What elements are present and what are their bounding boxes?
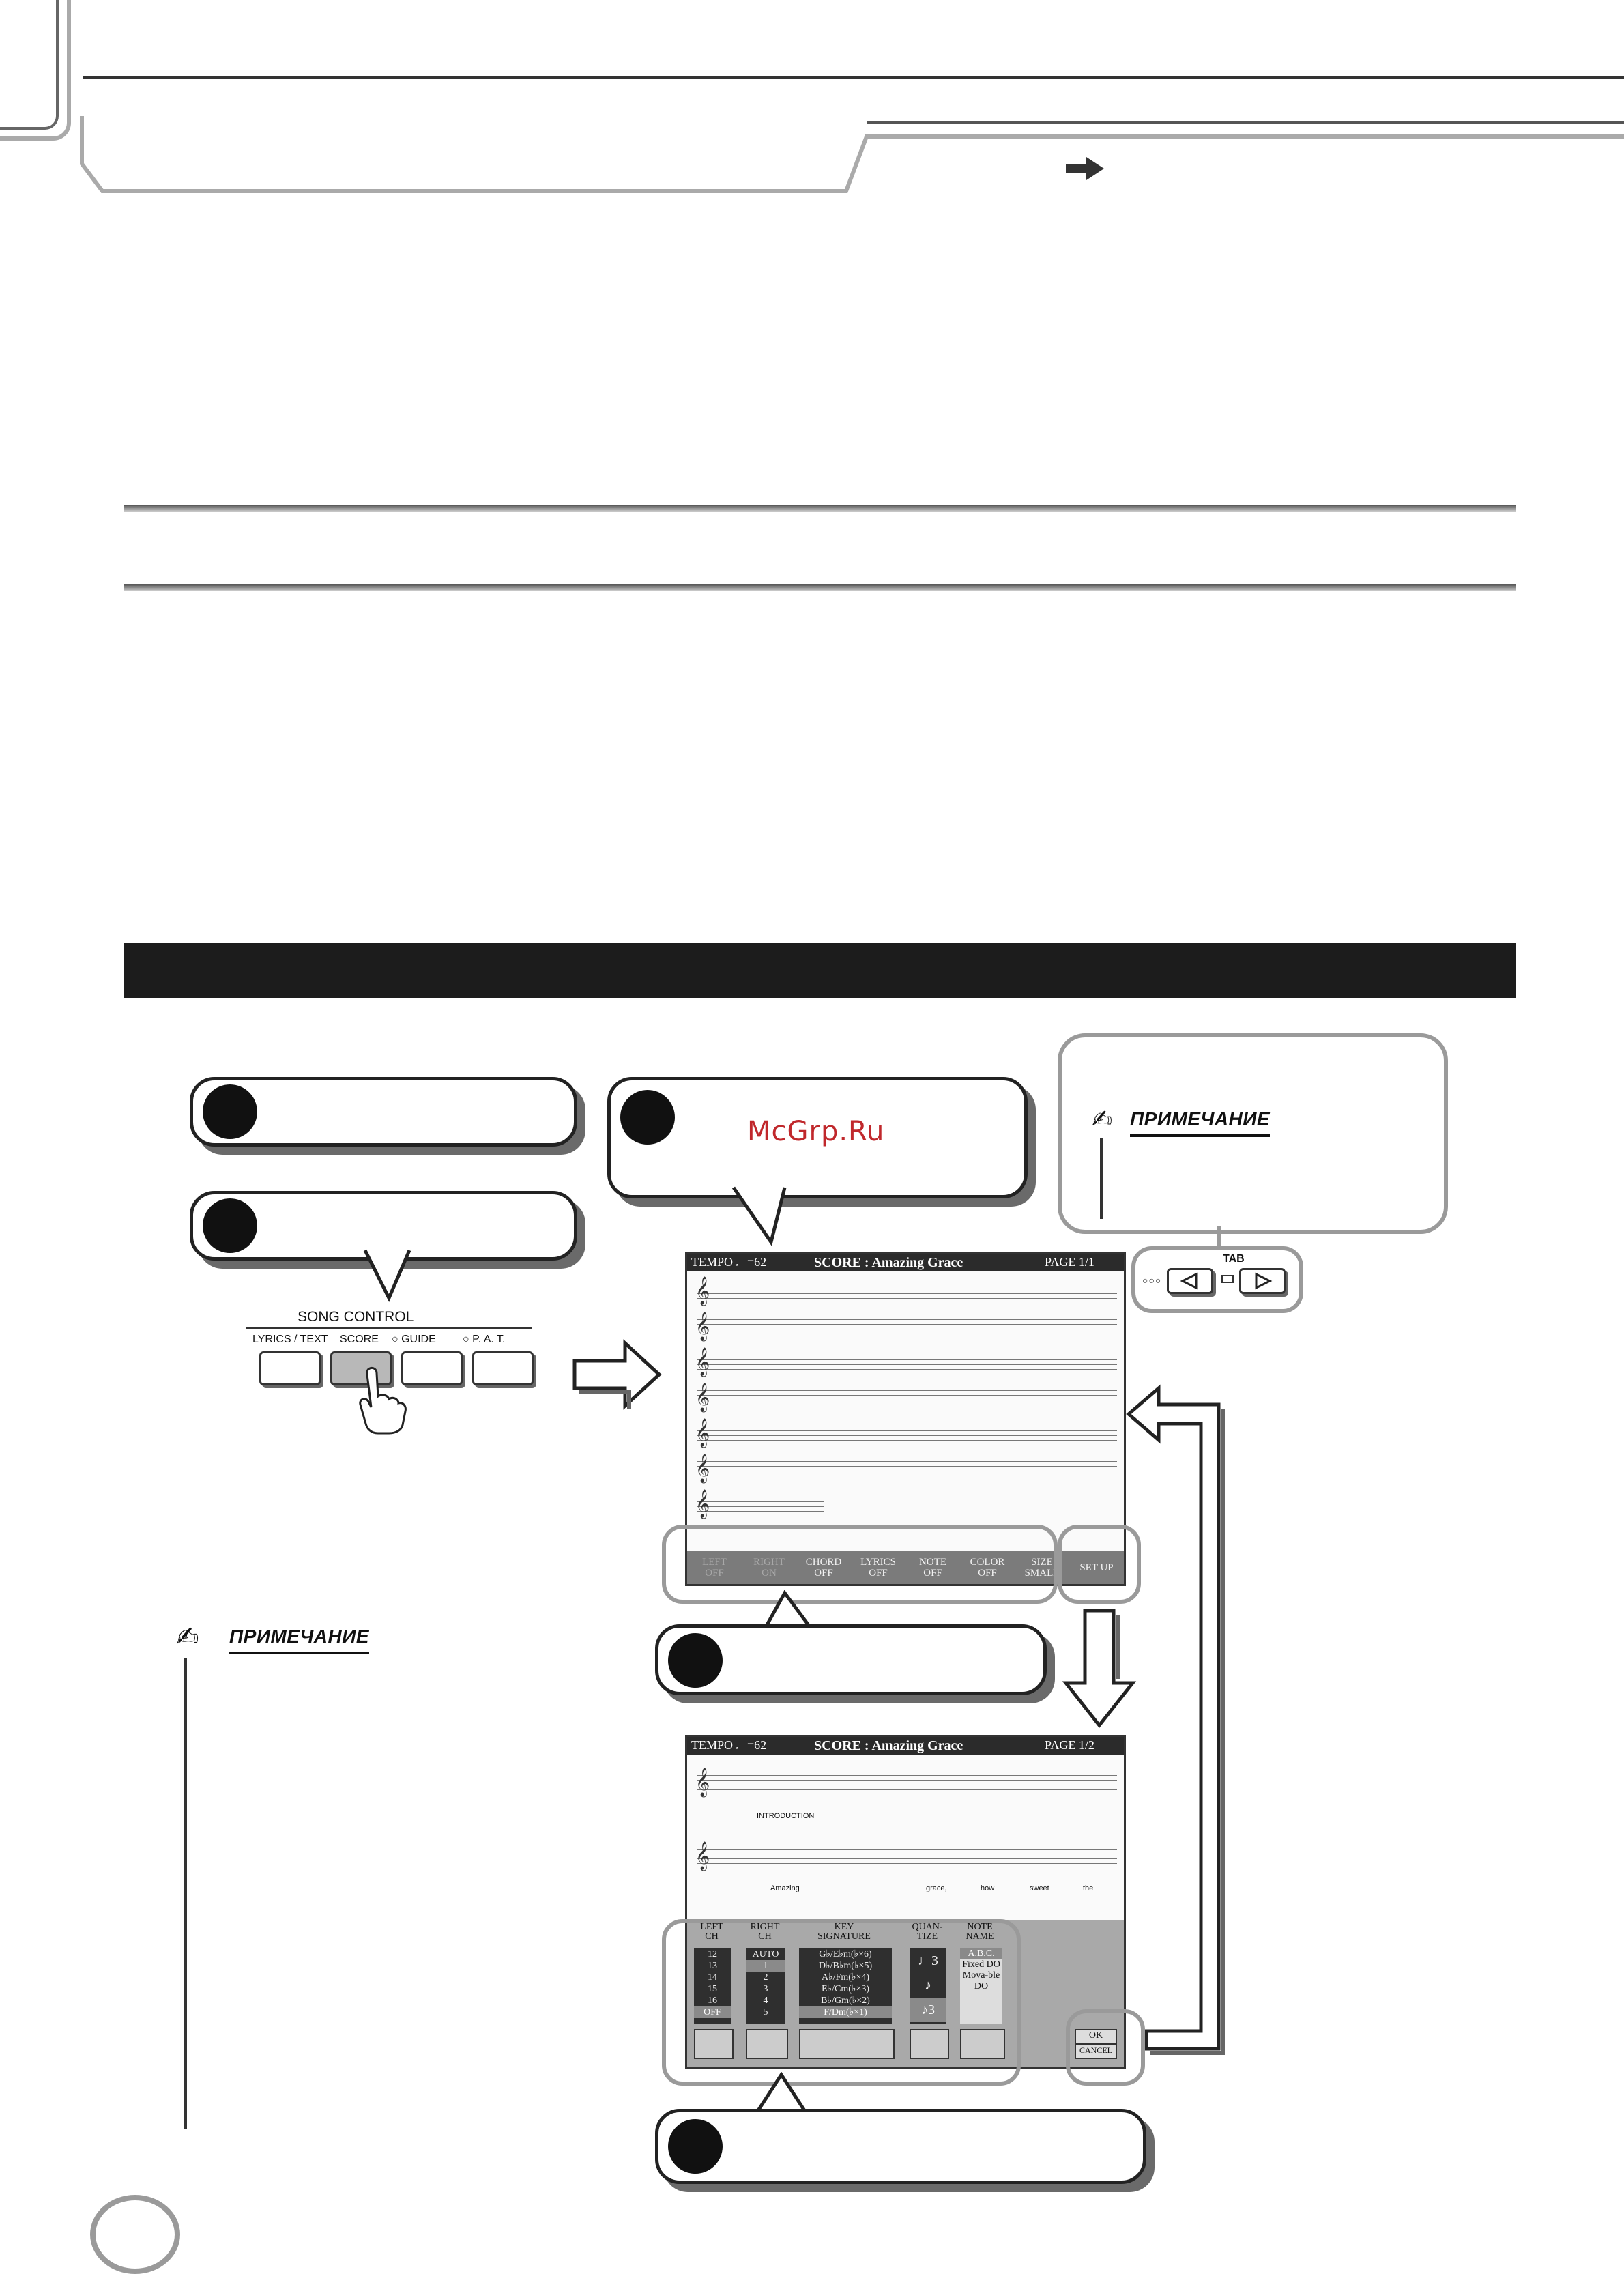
lyric-2: grace, bbox=[926, 1884, 947, 1892]
lyric-3: how bbox=[981, 1884, 995, 1892]
note-label-left: ПРИМЕЧАНИЕ bbox=[229, 1626, 369, 1654]
section-rule-2 bbox=[124, 584, 1516, 591]
staff-1 bbox=[695, 1768, 1117, 1796]
treble-clef-icon: 𝄞 bbox=[695, 1419, 710, 1447]
score-display-1-header bbox=[687, 1254, 1124, 1271]
header-rule-top bbox=[83, 76, 1624, 79]
treble-clef-icon: 𝄞 bbox=[695, 1768, 710, 1796]
tab-bottom-label: OFF bbox=[978, 1568, 997, 1579]
ok-cancel-highlight-frame bbox=[1066, 2009, 1145, 2086]
tab-top-label: RIGHT bbox=[753, 1557, 785, 1568]
step-number-dot bbox=[668, 2119, 723, 2174]
list-item[interactable]: 13 bbox=[708, 1961, 717, 1971]
tab-label: TAB bbox=[1223, 1253, 1245, 1265]
lyrics-text-button[interactable] bbox=[259, 1351, 321, 1385]
treble-clef-icon: 𝄞 bbox=[695, 1454, 710, 1482]
lyric-5: the bbox=[1083, 1884, 1094, 1892]
list-item[interactable]: D♭/B♭m(♭×5) bbox=[818, 1961, 873, 1971]
note-label: ПРИМЕЧАНИЕ bbox=[1130, 1108, 1270, 1137]
guide-button[interactable] bbox=[401, 1351, 463, 1385]
callout-step-3-pointer bbox=[730, 1185, 792, 1246]
tab-top-label: LYRICS bbox=[860, 1557, 896, 1568]
tab-indicator-dots: ○○○ bbox=[1142, 1275, 1162, 1286]
tab-top-label: SET UP bbox=[1079, 1562, 1114, 1573]
step-number-dot bbox=[203, 1084, 257, 1139]
staff-1 bbox=[695, 1277, 1117, 1305]
lyric-1: Amazing bbox=[770, 1884, 800, 1892]
callout-step-5-pointer bbox=[751, 2072, 812, 2113]
list-item[interactable]: ♩3 bbox=[918, 1953, 938, 1968]
list-item[interactable]: 5 bbox=[763, 2007, 768, 2017]
staff-4 bbox=[695, 1383, 1117, 1411]
flow-arrow-right-icon bbox=[570, 1338, 666, 1413]
list-item[interactable]: 1 bbox=[746, 1960, 785, 1972]
tab-top-label: COLOR bbox=[970, 1557, 1005, 1568]
staff-2 bbox=[695, 1312, 1117, 1340]
song-control-panel bbox=[246, 1304, 546, 1399]
callout-step-4 bbox=[655, 1624, 1047, 1695]
key-signature-title: KEY SIGNATURE bbox=[817, 1922, 871, 1942]
score-title: SCORE : Amazing Grace bbox=[814, 1255, 963, 1270]
song-control-label: SONG CONTROL bbox=[298, 1309, 414, 1325]
step-number-dot bbox=[203, 1198, 257, 1253]
list-item[interactable]: OFF bbox=[694, 2006, 731, 2018]
staff-7 bbox=[695, 1490, 824, 1518]
page-number-circle bbox=[90, 2195, 180, 2274]
staff-2 bbox=[695, 1842, 1117, 1870]
tab-right-button[interactable] bbox=[1239, 1268, 1286, 1294]
list-item[interactable]: B♭/Gm(♭×2) bbox=[821, 1996, 870, 2006]
ok-button[interactable]: OK bbox=[1075, 2029, 1117, 2044]
guide-label-text: GUIDE bbox=[401, 1334, 436, 1345]
list-item[interactable]: A.B.C. bbox=[960, 1948, 1002, 1959]
section-rule-1 bbox=[124, 505, 1516, 512]
tempo-value: ♩=62 bbox=[735, 1738, 767, 1752]
tab-bottom-label: ON bbox=[762, 1568, 777, 1579]
pat-button[interactable] bbox=[472, 1351, 534, 1385]
list-item[interactable]: F/Dm(♭×1) bbox=[799, 2006, 892, 2018]
tab-top-label: CHORD bbox=[805, 1557, 842, 1568]
tab-control bbox=[1131, 1246, 1303, 1313]
pat-label-text: P. A. T. bbox=[472, 1334, 506, 1345]
tab-top-label: NOTE bbox=[919, 1557, 946, 1568]
right-ch-title: RIGHT CH bbox=[750, 1922, 780, 1942]
treble-clef-icon: 𝄞 bbox=[695, 1842, 710, 1870]
guide-label: ○ GUIDE bbox=[392, 1334, 436, 1345]
page-indicator: PAGE 1/2 bbox=[1045, 1738, 1094, 1752]
list-item[interactable]: 14 bbox=[708, 1972, 717, 1983]
list-item[interactable]: 12 bbox=[708, 1949, 717, 1959]
page-indicator: PAGE 1/1 bbox=[1045, 1255, 1094, 1269]
list-item[interactable]: 3 bbox=[763, 1984, 768, 1994]
list-item[interactable]: A♭/Fm(♭×4) bbox=[821, 1972, 870, 1983]
lyrics-text-label: LYRICS / TEXT bbox=[252, 1334, 328, 1345]
treble-clef-icon: 𝄞 bbox=[695, 1312, 710, 1340]
song-control-rule bbox=[246, 1327, 532, 1329]
note-box-connector bbox=[1217, 1226, 1221, 1248]
list-item[interactable]: 16 bbox=[708, 1996, 717, 2006]
treble-clef-icon: 𝄞 bbox=[695, 1348, 710, 1376]
tabs-highlight-frame bbox=[662, 1525, 1058, 1604]
list-item[interactable]: 2 bbox=[763, 1972, 768, 1983]
treble-clef-icon: 𝄞 bbox=[695, 1277, 710, 1305]
note-pencil-icon: ✍ bbox=[1092, 1106, 1113, 1134]
setup-options-highlight-frame bbox=[662, 1919, 1021, 2086]
score-display-2-header bbox=[687, 1737, 1124, 1755]
note-rule bbox=[1100, 1138, 1103, 1219]
treble-clef-icon: 𝄞 bbox=[695, 1383, 710, 1411]
treble-clef-icon: 𝄞 bbox=[695, 1490, 710, 1518]
list-item[interactable]: 4 bbox=[763, 1996, 768, 2006]
callout-step-5 bbox=[655, 2109, 1146, 2184]
list-item[interactable]: Mova-ble DO bbox=[962, 1970, 1000, 1991]
intro-label: INTRODUCTION bbox=[757, 1812, 815, 1820]
callout-step-3 bbox=[607, 1077, 1028, 1198]
right-arrow-icon bbox=[1066, 157, 1104, 184]
tempo-value: ♩=62 bbox=[735, 1255, 767, 1269]
watermark-text: McGrp.Ru bbox=[747, 1116, 885, 1147]
list-item[interactable]: Fixed DO bbox=[962, 1959, 1000, 1970]
step-number-dot bbox=[620, 1090, 675, 1145]
step-number-dot bbox=[668, 1633, 723, 1688]
pat-label: ○ P. A. T. bbox=[463, 1334, 506, 1345]
list-item[interactable]: 15 bbox=[708, 1984, 717, 1994]
list-item[interactable]: AUTO bbox=[752, 1949, 779, 1959]
header-title-frame bbox=[68, 116, 1624, 198]
tab-top-label: SIZE bbox=[1031, 1557, 1053, 1568]
tab-bottom-label: SMALL bbox=[1024, 1568, 1060, 1579]
staff-5 bbox=[695, 1419, 1117, 1447]
tempo-label: TEMPO bbox=[691, 1255, 734, 1269]
tab-bottom-label: OFF bbox=[705, 1568, 724, 1579]
callout-step-1 bbox=[190, 1077, 577, 1147]
tab-bottom-label: OFF bbox=[869, 1568, 888, 1579]
list-item[interactable]: E♭/Cm(♭×3) bbox=[821, 1984, 870, 1994]
note-box-top bbox=[1058, 1033, 1448, 1234]
lyric-4: sweet bbox=[1030, 1884, 1049, 1892]
corner-tab-inner bbox=[0, 0, 59, 130]
note-rule-left bbox=[184, 1658, 187, 2129]
quantize-title: QUAN- TIZE bbox=[912, 1922, 943, 1942]
note-pencil-icon: ✍ bbox=[176, 1622, 199, 1653]
flow-arrow-return-icon bbox=[1126, 1379, 1235, 2061]
left-ch-title: LEFT CH bbox=[700, 1922, 723, 1942]
score-title: SCORE : Amazing Grace bbox=[814, 1738, 963, 1753]
callout-step-2-pointer bbox=[362, 1249, 416, 1304]
staff-6 bbox=[695, 1454, 1117, 1482]
tab-left-button[interactable] bbox=[1167, 1268, 1213, 1294]
tempo-label: TEMPO bbox=[691, 1738, 734, 1752]
tab-bottom-label: OFF bbox=[814, 1568, 833, 1579]
cancel-button[interactable]: CANCEL bbox=[1075, 2044, 1117, 2059]
pointing-hand-icon bbox=[355, 1366, 409, 1435]
tab-top-label: LEFT bbox=[702, 1557, 727, 1568]
list-item[interactable]: G♭/E♭m(♭×6) bbox=[819, 1949, 872, 1959]
tab-led bbox=[1221, 1275, 1234, 1283]
list-item[interactable]: ♪3 bbox=[910, 1998, 946, 2022]
staff-3 bbox=[695, 1348, 1117, 1376]
section-bar bbox=[124, 943, 1516, 998]
note-name-title: NOTE NAME bbox=[966, 1922, 994, 1942]
tab-bottom-label: OFF bbox=[923, 1568, 942, 1579]
score-label: SCORE bbox=[340, 1334, 379, 1345]
list-item[interactable]: ♪ bbox=[925, 1978, 931, 1993]
